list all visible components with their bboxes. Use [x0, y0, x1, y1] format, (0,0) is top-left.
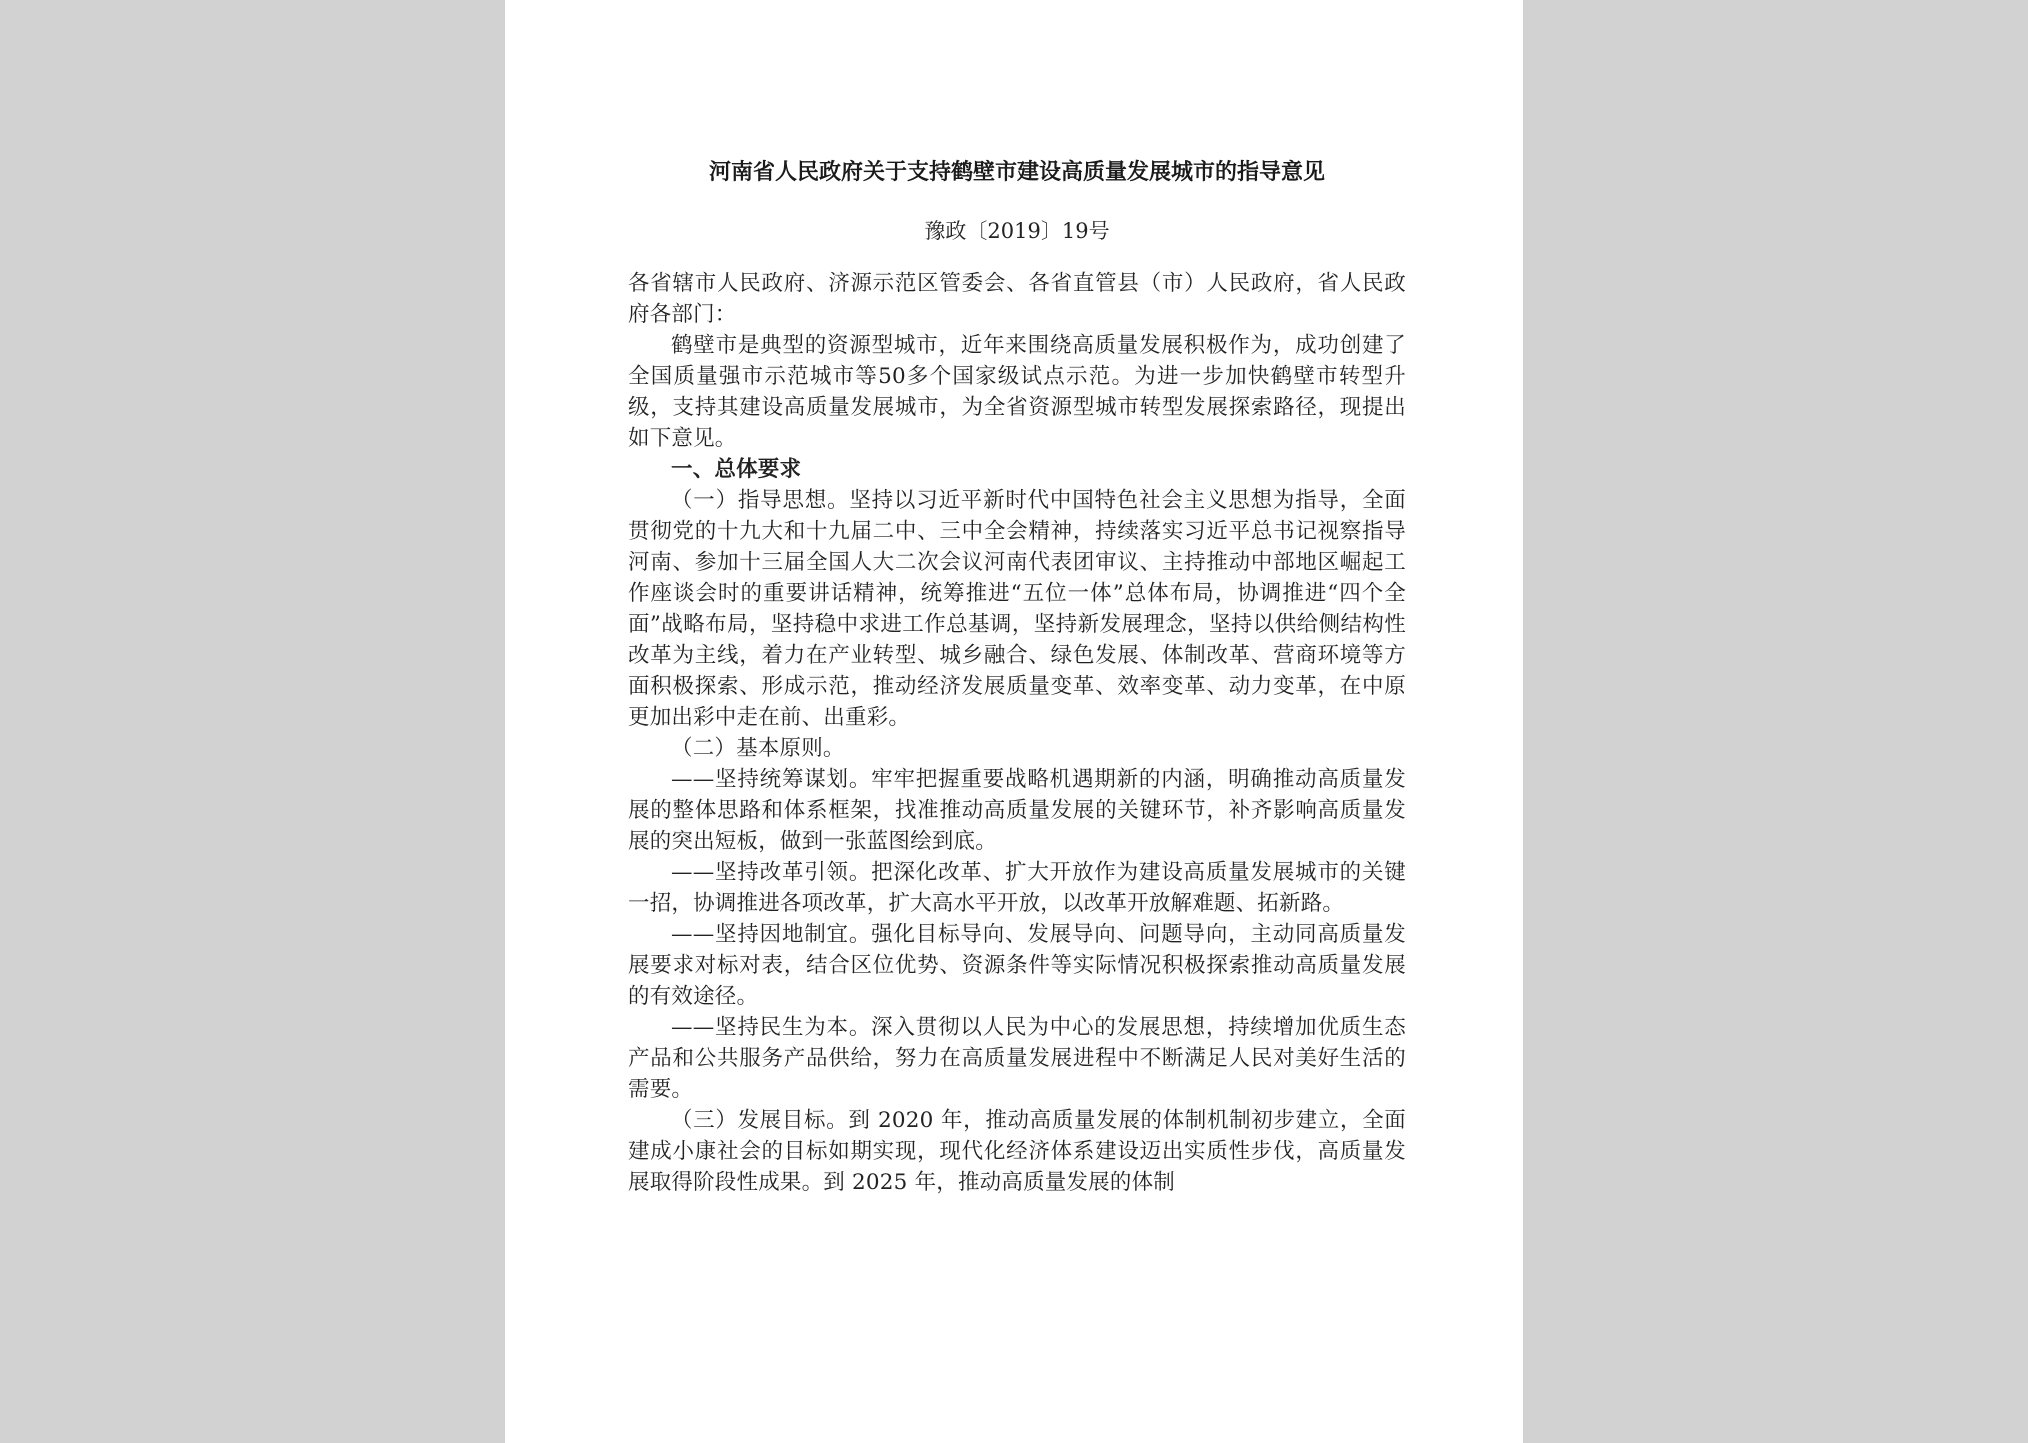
document-body	[628, 268, 1406, 1198]
document-number: 豫政〔2019〕19号	[924, 219, 1110, 243]
principles-heading: （二）基本原则。	[671, 736, 845, 761]
document-title: 河南省人民政府关于支持鹤壁市建设高质量发展城市的指导意见	[708, 160, 1325, 185]
principle-paragraph: ——坚持民生为本。深入贯彻以人民为中心的发展思想，持续增加优质生态产品和公共服务产品供给，努力在高质量发展进程中不断满足人民对美好生活的需要。	[628, 1015, 1406, 1102]
section-heading-general-requirements: 一、总体要求	[671, 457, 802, 482]
goals-paragraph: （三）发展目标。到 2020 年，推动高质量发展的体制机制初步建立，全面建成小康社会的目标如期实现，现代化经济体系建设迈出实质性步伐，高质量发展取得阶段性成果。到 2025 年，推动高质量发展的体制	[628, 1108, 1406, 1195]
document-content	[628, 156, 1406, 1198]
guiding-thought-paragraph: （一）指导思想。坚持以习近平新时代中国特色社会主义思想为指导，全面贯彻党的十九大和十九届二中、三中全会精神，持续落实习近平总书记视察指导河南、参加十三届全国人大二次会议河南代表团审议、主持推动中部地区崛起工作座谈会时的重要讲话精神，统筹推进“五位一体”总体布局，协调推进“四个全面”战略布局，坚持稳中求进工作总基调，坚持新发展理念，坚持以供给侧结构性改革为主线，着力在产业转型、城乡融合、绿色发展、体制改革、营商环境等方面积极探索、形成示范，推动经济发展质量变革、效率变革、动力变革，在中原更加出彩中走在前、出重彩。	[628, 488, 1406, 730]
principle-paragraph: ——坚持改革引领。把深化改革、扩大开放作为建设高质量发展城市的关键一招，协调推进各项改革，扩大高水平开放，以改革开放解难题、拓新路。	[628, 860, 1406, 916]
document-page	[505, 0, 1523, 1443]
principle-paragraph: ——坚持因地制宜。强化目标导向、发展导向、问题导向，主动同高质量发展要求对标对表，结合区位优势、资源条件等实际情况积极探索推动高质量发展的有效途径。	[628, 922, 1406, 1009]
addressee-paragraph: 各省辖市人民政府、济源示范区管委会、各省直管县（市）人民政府，省人民政府各部门：	[628, 271, 1406, 327]
principle-paragraph: ——坚持统筹谋划。牢牢把握重要战略机遇期新的内涵，明确推动高质量发展的整体思路和体系框架，找准推动高质量发展的关键环节，补齐影响高质量发展的突出短板，做到一张蓝图绘到底。	[628, 767, 1406, 854]
intro-paragraph: 鹤壁市是典型的资源型城市，近年来围绕高质量发展积极作为，成功创建了全国质量强市示范城市等50多个国家级试点示范。为进一步加快鹤壁市转型升级，支持其建设高质量发展城市，为全省资源型城市转型发展探索路径，现提出如下意见。	[628, 333, 1406, 451]
